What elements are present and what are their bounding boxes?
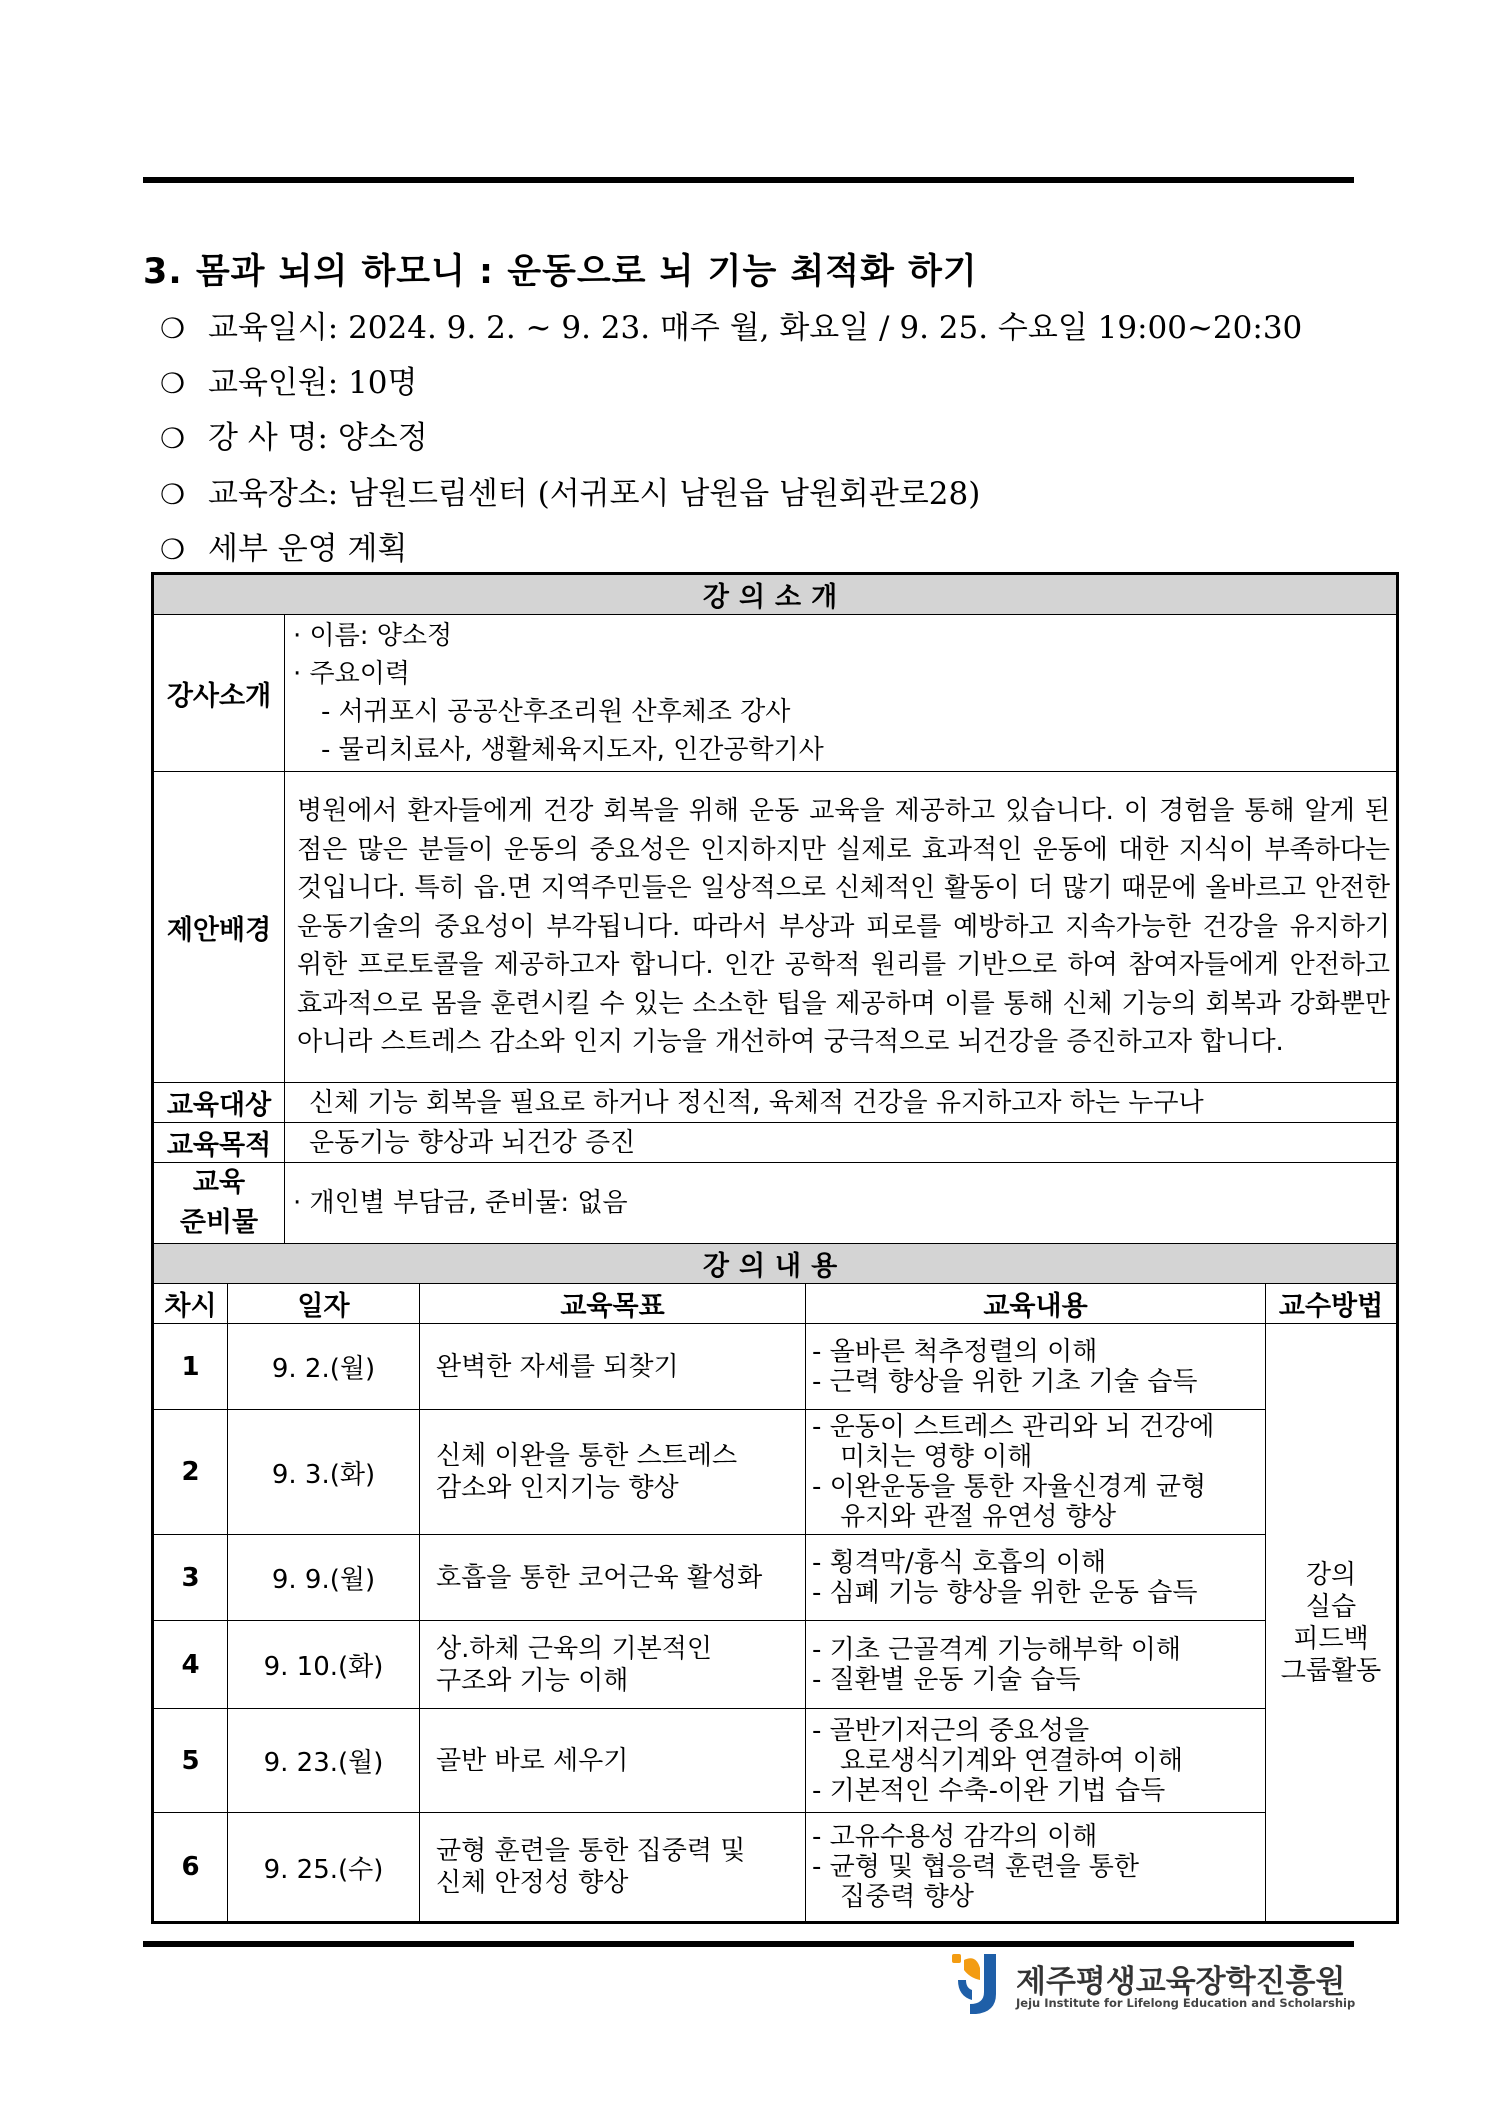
intro-band: 강의소개 xyxy=(153,574,1398,615)
bullet-icon: ❍ xyxy=(160,422,186,455)
materials-label: 교육 준비물 xyxy=(153,1163,285,1244)
session-content: - 기초 근골격계 기능해부학 이해 - 질환별 운동 기술 습득 xyxy=(806,1621,1266,1709)
org-name-english: Jeju Institute for Lifelong Education and Scholarship xyxy=(1016,1996,1356,2010)
org-logo-icon xyxy=(950,1950,1010,2018)
bullet-icon: ❍ xyxy=(160,533,186,566)
teaching-method: 강의 실습 피드백 그룹활동 xyxy=(1266,1324,1398,1923)
table-row xyxy=(153,1709,1398,1813)
session-content: - 고유수용성 감각의 이해 - 균형 및 협응력 훈련을 통한 집중력 향상 xyxy=(806,1813,1266,1923)
table-row xyxy=(153,1410,1398,1535)
org-name-korean: 제주평생교육장학진흥원 xyxy=(1016,1964,1346,2000)
org-logo xyxy=(950,1950,1356,2020)
session-goal: 신체 이완을 통한 스트레스 감소와 인지기능 향상 xyxy=(420,1410,806,1535)
course-table xyxy=(151,572,1399,1924)
bullet-icon: ❍ xyxy=(160,478,186,511)
top-rule xyxy=(143,177,1354,183)
session-goal: 균형 훈련을 통한 집중력 및 신체 안정성 향상 xyxy=(420,1813,806,1923)
session-number: 6 xyxy=(153,1813,228,1923)
table-row xyxy=(153,1324,1398,1410)
session-content: - 운동이 스트레스 관리와 뇌 건강에 미치는 영향 이해 - 이완운동을 통한 자율신경계 균형 유지와 관절 유연성 향상 xyxy=(806,1410,1266,1535)
target-text: 신체 기능 회복을 필요로 하거나 정신적, 육체적 건강을 유지하고자 하는 누구나 xyxy=(285,1083,1398,1123)
bullet-icon: ❍ xyxy=(160,367,186,400)
bullet-icon: ❍ xyxy=(160,312,186,345)
instructor-label: 강사소개 xyxy=(153,615,285,772)
header-method: 교수방법 xyxy=(1266,1284,1398,1324)
session-goal: 골반 바로 세우기 xyxy=(420,1709,806,1813)
materials-text: · 개인별 부담금, 준비물: 없음 xyxy=(285,1163,1398,1244)
table-row xyxy=(153,1621,1398,1709)
session-number: 4 xyxy=(153,1621,228,1709)
session-date: 9. 23.(월) xyxy=(228,1709,420,1813)
session-date: 9. 9.(월) xyxy=(228,1535,420,1621)
header-content: 교육내용 xyxy=(806,1284,1266,1324)
session-date: 9. 3.(화) xyxy=(228,1410,420,1535)
session-content: - 횡격막/흉식 호흡의 이해 - 심폐 기능 향상을 위한 운동 습득 xyxy=(806,1535,1266,1621)
session-date: 9. 2.(월) xyxy=(228,1324,420,1410)
session-content: - 올바른 척추정렬의 이해 - 근력 향상을 위한 기초 기술 습득 xyxy=(806,1324,1266,1410)
session-content: - 골반기저근의 중요성을 요로생식기계와 연결하여 이해 - 기본적인 수축-이완 기법 습득 xyxy=(806,1709,1266,1813)
session-date: 9. 10.(화) xyxy=(228,1621,420,1709)
session-number: 1 xyxy=(153,1324,228,1410)
proposal-label: 제안배경 xyxy=(153,772,285,1083)
info-plan: ❍ 세부 운영 계획 xyxy=(160,531,408,567)
section-title: 3. 몸과 뇌의 하모니 : 운동으로 뇌 기능 최적화 하기 xyxy=(143,252,978,292)
session-goal: 완벽한 자세를 되찾기 xyxy=(420,1324,806,1410)
session-date: 9. 25.(수) xyxy=(228,1813,420,1923)
target-label: 교육대상 xyxy=(153,1083,285,1123)
goal-label: 교육목적 xyxy=(153,1123,285,1163)
table-row xyxy=(153,1535,1398,1621)
info-instructor: ❍ 강 사 명: 양소정 xyxy=(160,420,428,456)
session-number: 3 xyxy=(153,1535,228,1621)
session-goal: 호흡을 통한 코어근육 활성화 xyxy=(420,1535,806,1621)
goal-text: 운동기능 향상과 뇌건강 증진 xyxy=(285,1123,1398,1163)
header-session: 차시 xyxy=(153,1284,228,1324)
session-number: 5 xyxy=(153,1709,228,1813)
header-date: 일자 xyxy=(228,1284,420,1324)
instructor-info: · 이름: 양소정 · 주요이력 - 서귀포시 공공산후조리원 산후체조 강사 - 물리치료사, 생활체육지도자, 인간공학기사 xyxy=(285,615,1398,772)
session-number: 2 xyxy=(153,1410,228,1535)
bottom-rule xyxy=(143,1941,1354,1947)
proposal-text: 병원에서 환자들에게 건강 회복을 위해 운동 교육을 제공하고 있습니다. 이 경험을 통해 알게 된 점은 많은 분들이 운동의 중요성은 인지하지만 실제로 효과적인 운동에 대한 지식이 부족하다는 것입니다. 특히 읍.면 지역주민들은 일상적으로 신체적인 활동이 더 많기 때문에 올바르고 안전한 운동기술의 중요성이 부각됩니다. 따라서 부상과 피로를 예방하고 지속가능한 건강을 유지하기 위한 프로토콜을 제공하고자 합니다. 인간 공학적 원리를 기반으로 하여 참여자들에게 안전하고 효과적으로 몸을 훈련시킬 수 있는 소소한 팁을 제공하며 이를 통해 신체 기능의 회복과 강화뿐만 아니라 스트레스 감소와 인지 기능을 개선하여 궁극적으로 뇌건강을 증진하고자 합니다. xyxy=(285,772,1398,1083)
table-row xyxy=(153,1813,1398,1923)
info-schedule: ❍ 교육일시: 2024. 9. 2. ~ 9. 23. 매주 월, 화요일 / 9. 25. 수요일 19:00~20:30 xyxy=(160,310,1303,346)
session-goal: 상.하체 근육의 기본적인 구조와 기능 이해 xyxy=(420,1621,806,1709)
info-location: ❍ 교육장소: 남원드림센터 (서귀포시 남원읍 남원회관로28) xyxy=(160,476,981,512)
header-goal: 교육목표 xyxy=(420,1284,806,1324)
info-headcount: ❍ 교육인원: 10명 xyxy=(160,365,418,401)
content-band: 강의내용 xyxy=(153,1244,1398,1284)
